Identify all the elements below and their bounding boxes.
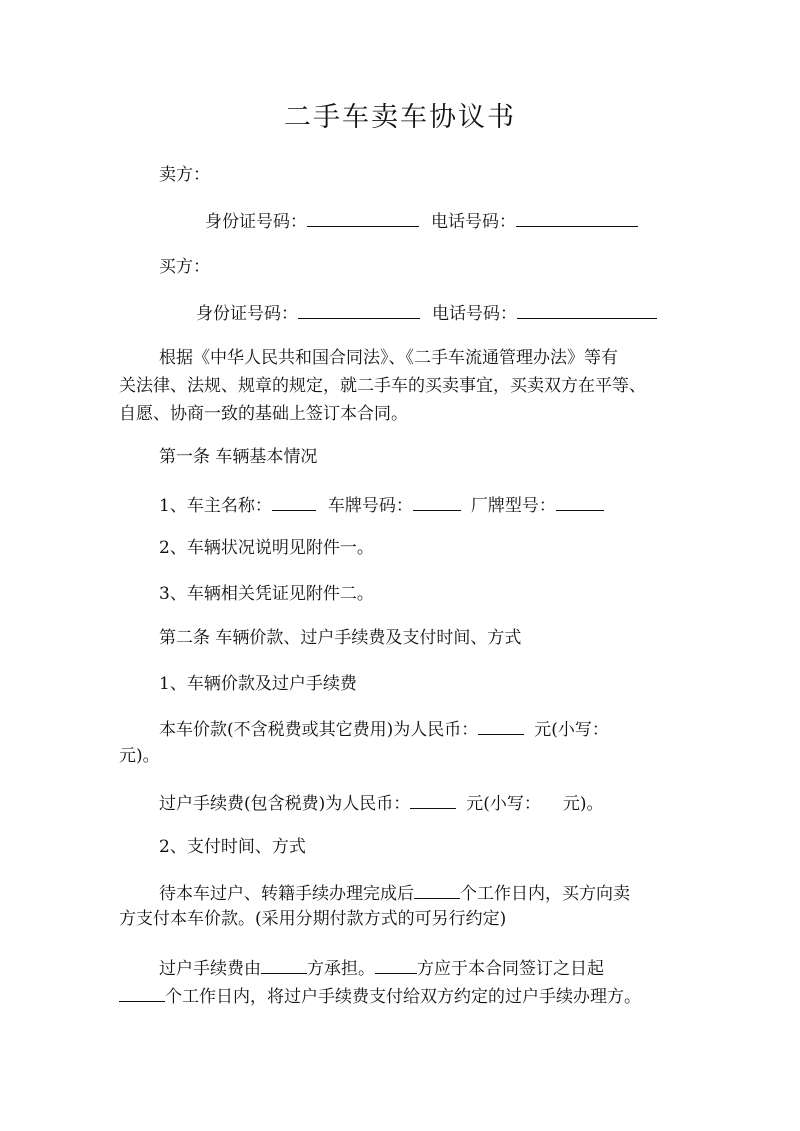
article-2-sub-1: 1、车辆价款及过户手续费 bbox=[159, 674, 357, 694]
payment-text-a: 待本车过户、转籍手续办理完成后 bbox=[159, 884, 414, 904]
document-title: 二手车卖车协议书 bbox=[284, 102, 516, 133]
payment-line-1 bbox=[159, 880, 630, 906]
buyer-id-label: 身份证号码： bbox=[196, 304, 298, 324]
fee-payer-text-a: 过户手续费由 bbox=[159, 959, 261, 979]
buyer-phone-blank bbox=[517, 300, 657, 319]
price-line-2: 元)。 bbox=[119, 746, 160, 766]
fee-line bbox=[159, 790, 604, 816]
buyer-id-blank bbox=[298, 300, 420, 319]
buyer-id-row bbox=[196, 300, 657, 326]
article-1-item-3: 3、车辆相关凭证见附件二。 bbox=[159, 584, 374, 604]
article-1-item-2: 2、车辆状况说明见附件一。 bbox=[159, 538, 374, 558]
fee-payment-line-1 bbox=[159, 955, 604, 981]
payment-text-b: 个工作日内，买方向卖 bbox=[460, 884, 630, 904]
price-line-1 bbox=[159, 716, 609, 742]
fee-days-blank bbox=[119, 983, 165, 1002]
seller-phone-label: 电话号码： bbox=[431, 212, 516, 232]
price-label: 本车价款(不含税费或其它费用)为人民币： bbox=[159, 720, 479, 740]
price-blank bbox=[478, 716, 524, 735]
seller-id-blank bbox=[307, 208, 419, 227]
plate-number-blank bbox=[413, 492, 461, 511]
intro-line-3: 自愿、协商一致的基础上签订本合同。 bbox=[119, 404, 408, 424]
intro-line-2: 关法律、法规、规章的规定，就二手车的买卖事宜，买卖双方在平等、 bbox=[119, 376, 646, 396]
seller-id-label: 身份证号码： bbox=[205, 212, 307, 232]
model-label: 厂牌型号： bbox=[470, 496, 556, 516]
seller-label: 卖方： bbox=[159, 165, 210, 185]
payment-days-blank bbox=[414, 880, 460, 899]
owner-name-blank bbox=[272, 492, 316, 511]
fee-lowercase-end: 元)。 bbox=[562, 794, 604, 814]
owner-name-label: 1、车主名称： bbox=[159, 496, 272, 516]
fee-payment-text: 个工作日内，将过户手续费支付给双方约定的过户手续办理方。 bbox=[165, 987, 641, 1007]
buyer-label: 买方： bbox=[159, 257, 210, 277]
buyer-phone-label: 电话号码： bbox=[432, 304, 517, 324]
fee-lowercase-label: 元(小写： bbox=[466, 794, 541, 814]
seller-id-row bbox=[205, 208, 638, 234]
fee-payer-blank bbox=[261, 955, 307, 974]
payment-line-2: 方支付本车价款。(采用分期付款方式的可另行约定) bbox=[119, 909, 507, 929]
fee-blank bbox=[410, 790, 456, 809]
price-lowercase-label: 元(小写： bbox=[534, 720, 609, 740]
vehicle-info-row bbox=[159, 492, 604, 518]
fee-label: 过户手续费(包含税费)为人民币： bbox=[159, 794, 411, 814]
article-2-sub-2: 2、支付时间、方式 bbox=[159, 837, 306, 857]
article-1-heading: 第一条 车辆基本情况 bbox=[159, 447, 318, 467]
fee-payment-line-2 bbox=[119, 983, 641, 1009]
model-blank bbox=[556, 492, 604, 511]
fee-payer-text-b: 方承担。 bbox=[307, 959, 375, 979]
fee-party-blank bbox=[375, 955, 417, 974]
intro-line-1: 根据《中华人民共和国合同法》、《二手车流通管理办法》等有 bbox=[159, 348, 618, 368]
plate-number-label: 车牌号码： bbox=[327, 496, 413, 516]
seller-phone-blank bbox=[516, 208, 638, 227]
fee-payer-text-c: 方应于本合同签订之日起 bbox=[417, 959, 604, 979]
article-2-heading: 第二条 车辆价款、过户手续费及支付时间、方式 bbox=[159, 628, 522, 648]
